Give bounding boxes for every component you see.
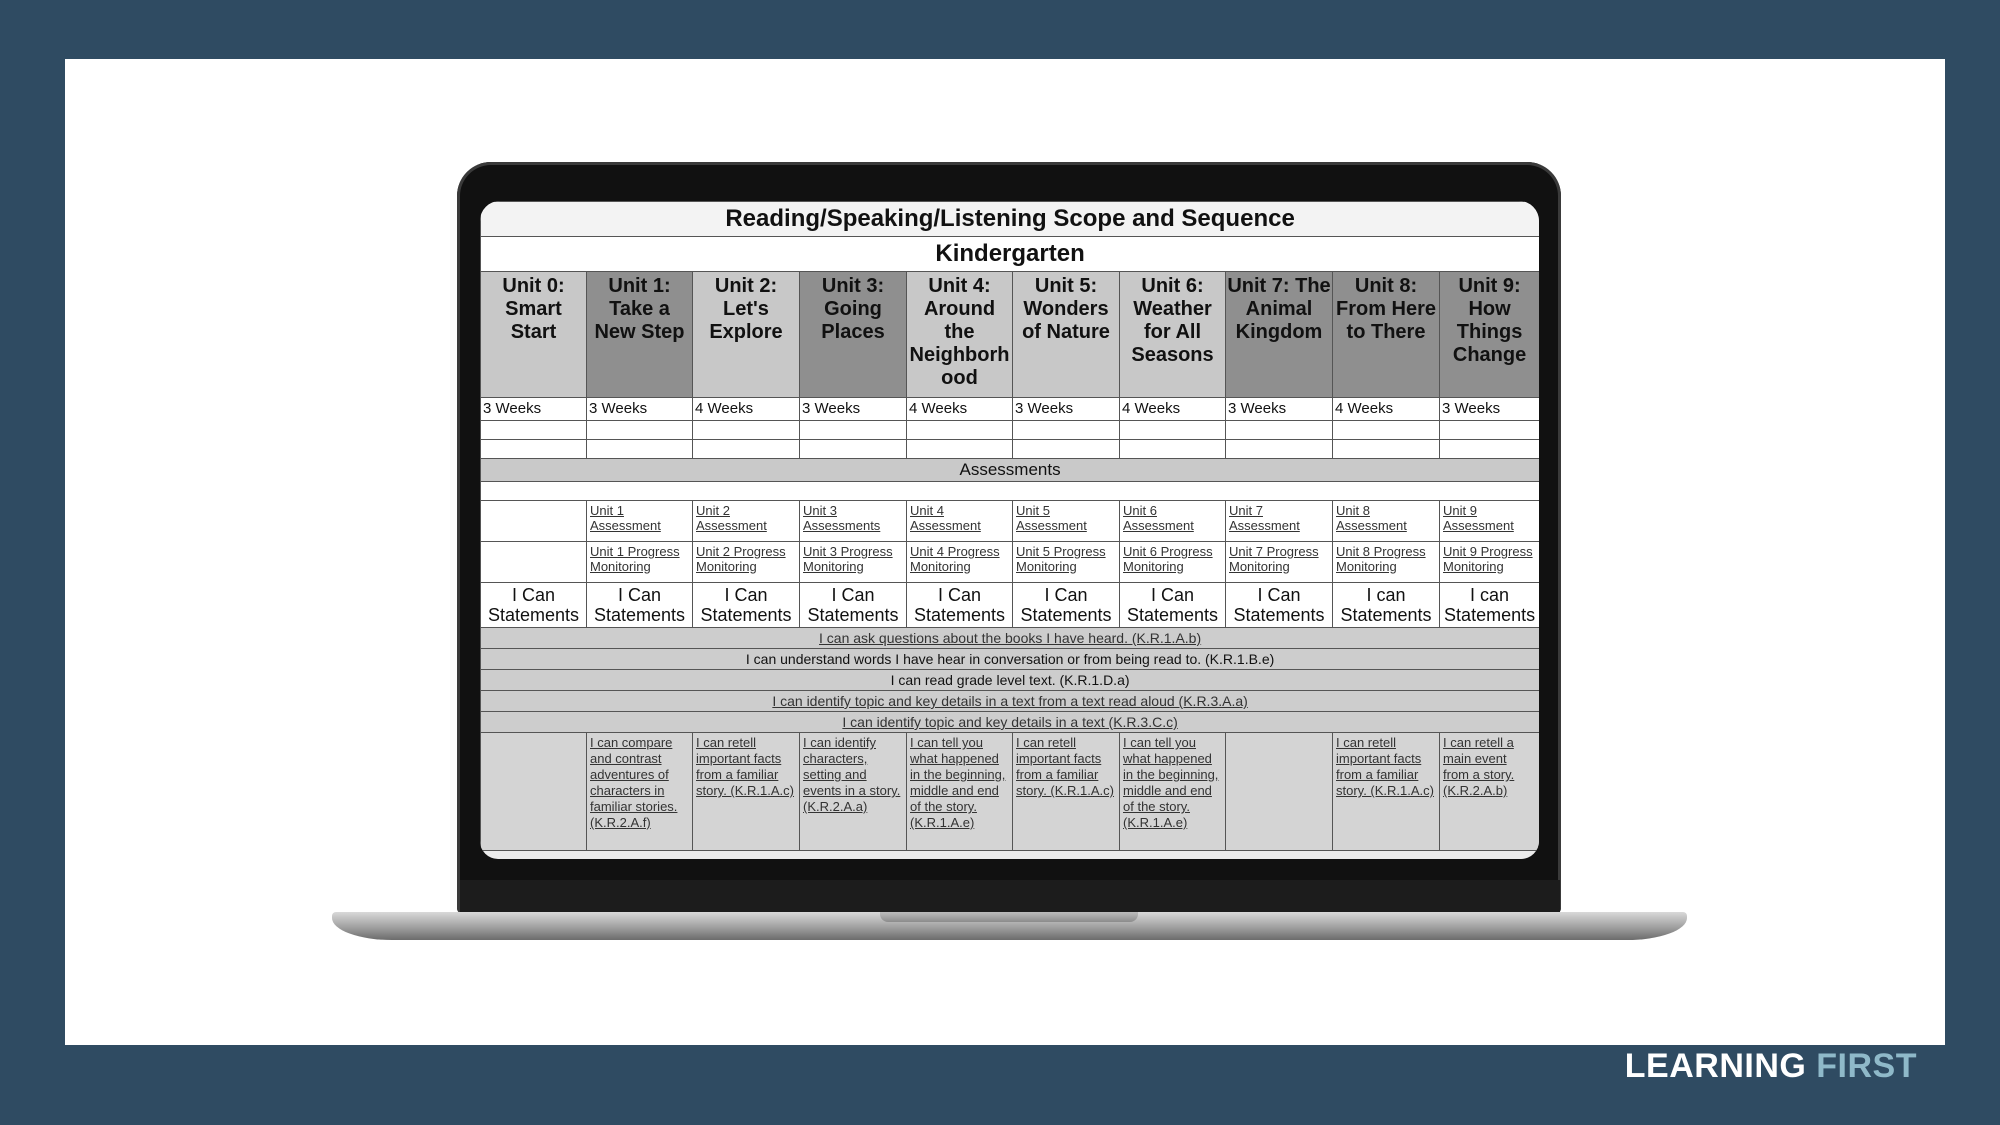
unit-header-cell: Unit 1: Take a New Step	[587, 272, 693, 398]
unit-weeks-cell: 4 Weeks	[1333, 398, 1440, 421]
scope-sequence-table	[480, 201, 1539, 851]
unit-assessment-cell	[693, 501, 800, 542]
unit-assessment-link[interactable]: Unit 6 Assessment	[1123, 503, 1194, 533]
unit-assessment-cell	[1440, 501, 1540, 542]
unit-header-cell: Unit 7: The Animal Kingdom	[1226, 272, 1333, 398]
sheet-title-row	[481, 202, 1540, 237]
unit-statement-cell	[587, 733, 693, 851]
ican-header-cell: I can Statements	[1333, 583, 1440, 628]
blank-cell	[1226, 440, 1333, 459]
unit-assessment-link[interactable]: Unit 7 Assessment	[1229, 503, 1300, 533]
sheet-title: Reading/Speaking/Listening Scope and Sequence	[481, 202, 1540, 237]
unit-progress-link[interactable]: Unit 6 Progress Monitoring	[1123, 544, 1213, 574]
statement-row	[481, 628, 1540, 649]
unit-statement-link[interactable]: I can retell important facts from a familiar story. (K.R.1.A.c)	[1336, 735, 1434, 798]
unit-assessment-cell	[587, 501, 693, 542]
unit-statement-link[interactable]: I can compare and contrast adventures of characters in familiar stories. (K.R.2.A.f)	[590, 735, 678, 830]
unit-progress-cell	[481, 542, 587, 583]
statement-link[interactable]: I can identify topic and key details in a text from a text read aloud (K.R.3.A.a)	[772, 693, 1248, 709]
blank-cell	[907, 440, 1013, 459]
unit-assessment-link[interactable]: Unit 3 Assessments	[803, 503, 881, 533]
unit-assessment-cell	[1333, 501, 1440, 542]
unit-statement-cell	[907, 733, 1013, 851]
unit-assessment-cell	[907, 501, 1013, 542]
statement-cell: I can understand words I have hear in conversation or from being read to. (K.R.1.B.e)	[481, 649, 1540, 670]
logo-word-2: FIRST	[1816, 1047, 1917, 1085]
ican-header-cell: I Can Statements	[1226, 583, 1333, 628]
unit-statement-cell	[800, 733, 907, 851]
unit-statement-cell	[1226, 733, 1333, 851]
statement-row	[481, 691, 1540, 712]
unit-weeks-cell: 3 Weeks	[1013, 398, 1120, 421]
unit-progress-link[interactable]: Unit 3 Progress Monitoring	[803, 544, 893, 574]
unit-statement-cell	[693, 733, 800, 851]
statement-link[interactable]: I can ask questions about the books I have heard. (K.R.1.A.b)	[819, 630, 1202, 646]
unit-progress-link[interactable]: Unit 2 Progress Monitoring	[696, 544, 786, 574]
unit-assessment-link[interactable]: Unit 4 Assessment	[910, 503, 981, 533]
unit-assessment-cell	[481, 501, 587, 542]
unit-header-cell: Unit 6: Weather for All Seasons	[1120, 272, 1226, 398]
blank-cell	[1013, 421, 1120, 440]
blank-cell	[800, 440, 907, 459]
unit-progress-cell	[907, 542, 1013, 583]
spacer-row	[481, 482, 1540, 501]
unit-progress-cell	[1120, 542, 1226, 583]
blank-cell	[1440, 440, 1540, 459]
unit-weeks-cell: 3 Weeks	[1226, 398, 1333, 421]
unit-progress-cell	[1013, 542, 1120, 583]
unit-header-cell: Unit 0: Smart Start	[481, 272, 587, 398]
unit-progress-link[interactable]: Unit 5 Progress Monitoring	[1016, 544, 1106, 574]
unit-progress-cell	[693, 542, 800, 583]
ican-header-cell: I Can Statements	[800, 583, 907, 628]
assessments-label-row	[481, 459, 1540, 482]
ican-header-cell: I Can Statements	[587, 583, 693, 628]
unit-progress-cell	[1440, 542, 1540, 583]
blank-cell	[1226, 421, 1333, 440]
unit-progress-link[interactable]: Unit 1 Progress Monitoring	[590, 544, 680, 574]
ican-header-cell: I Can Statements	[907, 583, 1013, 628]
unit-header-cell: Unit 5: Wonders of Nature	[1013, 272, 1120, 398]
unit-progress-cell	[800, 542, 907, 583]
blank-cell	[1013, 440, 1120, 459]
unit-statement-link[interactable]: I can tell you what happened in the beginning, middle and end of the story. (K.R.1.A.e)	[1123, 735, 1219, 830]
blank-cell	[693, 440, 800, 459]
statement-row	[481, 670, 1540, 691]
unit-weeks-cell: 4 Weeks	[693, 398, 800, 421]
blank-cell	[481, 421, 587, 440]
blank-cell	[481, 440, 587, 459]
unit-header-row	[481, 272, 1540, 398]
unit-assessment-link[interactable]: Unit 2 Assessment	[696, 503, 767, 533]
unit-weeks-cell: 4 Weeks	[907, 398, 1013, 421]
blank-cell	[1440, 421, 1540, 440]
ican-header-cell: I Can Statements	[1013, 583, 1120, 628]
blank-cell	[693, 421, 800, 440]
unit-progress-row	[481, 542, 1540, 583]
laptop-bezel	[460, 880, 1560, 914]
unit-weeks-cell: 3 Weeks	[481, 398, 587, 421]
unit-progress-cell	[1333, 542, 1440, 583]
ican-header-cell: I Can Statements	[693, 583, 800, 628]
unit-statement-cell	[1013, 733, 1120, 851]
statement-cell	[481, 712, 1540, 733]
ican-header-cell: I Can Statements	[1120, 583, 1226, 628]
statement-row	[481, 712, 1540, 733]
ican-header-cell: I can Statements	[1440, 583, 1540, 628]
unit-progress-cell	[1226, 542, 1333, 583]
unit-weeks-row	[481, 398, 1540, 421]
statement-cell	[481, 691, 1540, 712]
unit-assessment-link[interactable]: Unit 1 Assessment	[590, 503, 661, 533]
blank-cell	[587, 440, 693, 459]
grade-title-row	[481, 237, 1540, 272]
unit-statement-cell	[481, 733, 587, 851]
unit-header-cell: Unit 9: How Things Change	[1440, 272, 1540, 398]
blank-cell	[1333, 440, 1440, 459]
unit-assessment-cell	[800, 501, 907, 542]
assessments-label: Assessments	[481, 459, 1540, 482]
unit-header-cell: Unit 4: Around the Neighborh ood	[907, 272, 1013, 398]
unit-progress-link[interactable]: Unit 9 Progress Monitoring	[1443, 544, 1533, 574]
unit-assessment-cell	[1226, 501, 1333, 542]
unit-statement-cell	[1440, 733, 1540, 851]
unit-statement-link[interactable]: I can identify characters, setting and events in a story. (K.R.2.A.a)	[803, 735, 901, 814]
unit-statement-link[interactable]: I can retell a main event from a story. (K.R.2.A.b)	[1443, 735, 1515, 798]
unit-assessment-cell	[1013, 501, 1120, 542]
unit-progress-link[interactable]: Unit 7 Progress Monitoring	[1229, 544, 1319, 574]
statement-row	[481, 649, 1540, 670]
unit-statement-link[interactable]: I can retell important facts from a familiar story. (K.R.1.A.c)	[696, 735, 794, 798]
blank-cell	[1120, 440, 1226, 459]
blank-row	[481, 440, 1540, 459]
unit-header-cell: Unit 2: Let's Explore	[693, 272, 800, 398]
laptop-screen	[480, 201, 1539, 859]
unit-statement-row	[481, 733, 1540, 851]
unit-assessment-cell	[1120, 501, 1226, 542]
blank-cell	[907, 421, 1013, 440]
unit-weeks-cell: 3 Weeks	[800, 398, 907, 421]
unit-weeks-cell: 3 Weeks	[587, 398, 693, 421]
unit-statement-link[interactable]: I can tell you what happened in the beginning, middle and end of the story. (K.R.1.A.e)	[910, 735, 1006, 830]
unit-weeks-cell: 3 Weeks	[1440, 398, 1540, 421]
spacer	[481, 482, 1540, 501]
unit-assessment-link[interactable]: Unit 9 Assessment	[1443, 503, 1514, 533]
unit-progress-link[interactable]: Unit 8 Progress Monitoring	[1336, 544, 1426, 574]
blank-cell	[587, 421, 693, 440]
unit-statement-cell	[1333, 733, 1440, 851]
blank-cell	[1120, 421, 1226, 440]
ican-header-row	[481, 583, 1540, 628]
laptop-notch	[880, 912, 1138, 922]
learning-first-logo	[1625, 1047, 1917, 1086]
grade-title: Kindergarten	[481, 237, 1540, 272]
unit-progress-cell	[587, 542, 693, 583]
unit-assessment-link[interactable]: Unit 5 Assessment	[1016, 503, 1087, 533]
blank-cell	[1333, 421, 1440, 440]
unit-assessment-row	[481, 501, 1540, 542]
unit-assessment-link[interactable]: Unit 8 Assessment	[1336, 503, 1407, 533]
unit-statement-link[interactable]: I can retell important facts from a familiar story. (K.R.1.A.c)	[1016, 735, 1114, 798]
ican-header-cell: I Can Statements	[481, 583, 587, 628]
unit-statement-cell	[1120, 733, 1226, 851]
unit-weeks-cell: 4 Weeks	[1120, 398, 1226, 421]
blank-row	[481, 421, 1540, 440]
unit-progress-link[interactable]: Unit 4 Progress Monitoring	[910, 544, 1000, 574]
statement-cell	[481, 628, 1540, 649]
unit-header-cell: Unit 8: From Here to There	[1333, 272, 1440, 398]
blank-cell	[800, 421, 907, 440]
logo-word-1: LEARNING	[1624, 1047, 1807, 1085]
statement-link[interactable]: I can identify topic and key details in a text (K.R.3.C.c)	[842, 714, 1178, 730]
unit-header-cell: Unit 3: Going Places	[800, 272, 907, 398]
statement-cell: I can read grade level text. (K.R.1.D.a)	[481, 670, 1540, 691]
